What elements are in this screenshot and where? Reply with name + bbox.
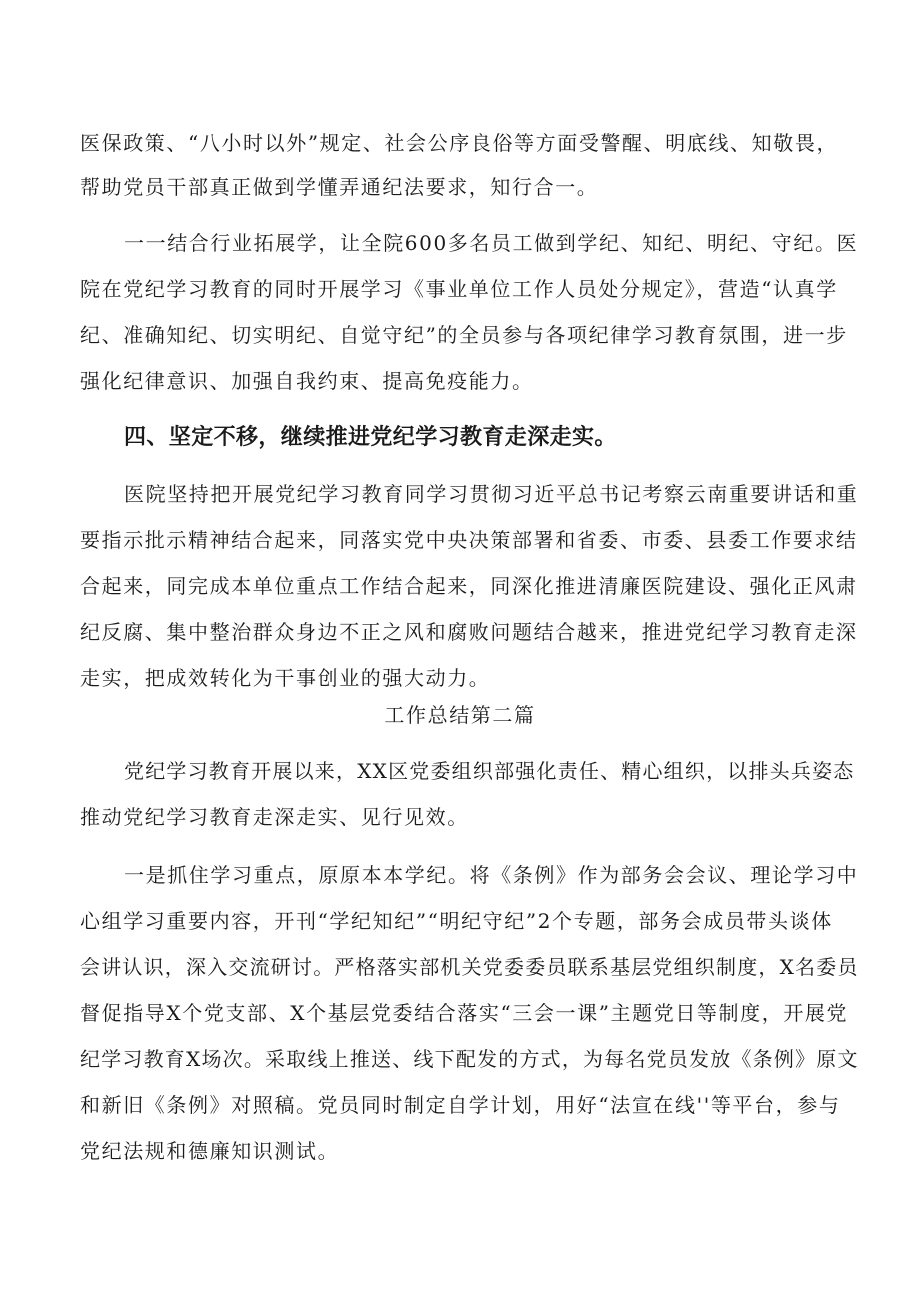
paragraph-line: 会讲认识，深入交流研讨。严格落实部机关党委委员联系基层党组织制度，X名委员 <box>80 955 859 979</box>
paragraph-line: 强化纪律意识、加强自我约束、提高免疫能力。 <box>80 369 534 393</box>
paragraph-line: 纪反腐、集中整治群众身边不正之风和腐败问题结合越来，推进党纪学习教育走深 <box>80 620 858 644</box>
paragraph-line: 帮助党员干部真正做到学懂弄通纪法要求，知行合一。 <box>80 175 599 199</box>
paragraph-line: 推动党纪学习教育走深走实、见行见效。 <box>80 805 469 829</box>
paragraph-line: 医院坚持把开展党纪学习教育同学习贯彻习近平总书记考察云南重要讲话和重 <box>124 482 859 506</box>
paragraph-line: 纪、准确知纪、切实明纪、自觉守纪”的全员参与各项纪律学习教育氛围，进一步 <box>80 323 848 347</box>
paragraph-line: 医保政策、“八小时以外”规定、社会公序良俗等方面受警醒、明底线、知敬畏， <box>80 131 839 155</box>
paragraph-line: 党纪学习教育开展以来，XX区党委组织部强化责任、精心组织，以排头兵姿态 <box>124 759 855 783</box>
paragraph-line: 合起来，同完成本单位重点工作结合起来，同深化推进清廉医院建设、强化正风肃 <box>80 574 858 598</box>
paragraph-line: 和新旧《条例》对照稿。党员同时制定自学计划，用好“法宣在线''等平台，参与 <box>80 1093 841 1117</box>
paragraph-line: 心组学习重要内容，开刊“学纪知纪”“明纪守纪”2个专题，部务会成员带头谈体 <box>80 909 833 933</box>
paragraph-line: 党纪法规和德廉知识测试。 <box>80 1139 340 1163</box>
paragraph-line: 院在党纪学习教育的同时开展学习《事业单位工作人员处分规定》，营造“认真学 <box>80 277 838 301</box>
paragraph-line: 走实，把成效转化为干事创业的强大动力。 <box>80 666 491 690</box>
paragraph-line: 一一结合行业拓展学，让全院600多名员工做到学纪、知纪、明纪、守纪。医 <box>124 231 859 255</box>
paragraph-line: 一是抓住学习重点，原原本本学纪。将《条例》作为部务会会议、理论学习中 <box>124 863 859 887</box>
paragraph-line: 要指示批示精神结合起来，同落实党中央决策部署和省委、市委、县委工作要求结 <box>80 528 858 552</box>
paragraph-line: 纪学习教育X场次。采取线上推送、线下配发的方式，为每名党员发放《条例》原文 <box>80 1047 859 1071</box>
article-title: 工作总结第二篇 <box>384 703 536 727</box>
section-heading: 四、坚定不移，继续推进党纪学习教育走深走实。 <box>124 425 617 450</box>
paragraph-line: 督促指导X个党支部、X个基层党委结合落实“三会一课”主题党日等制度，开展党 <box>80 1001 849 1025</box>
